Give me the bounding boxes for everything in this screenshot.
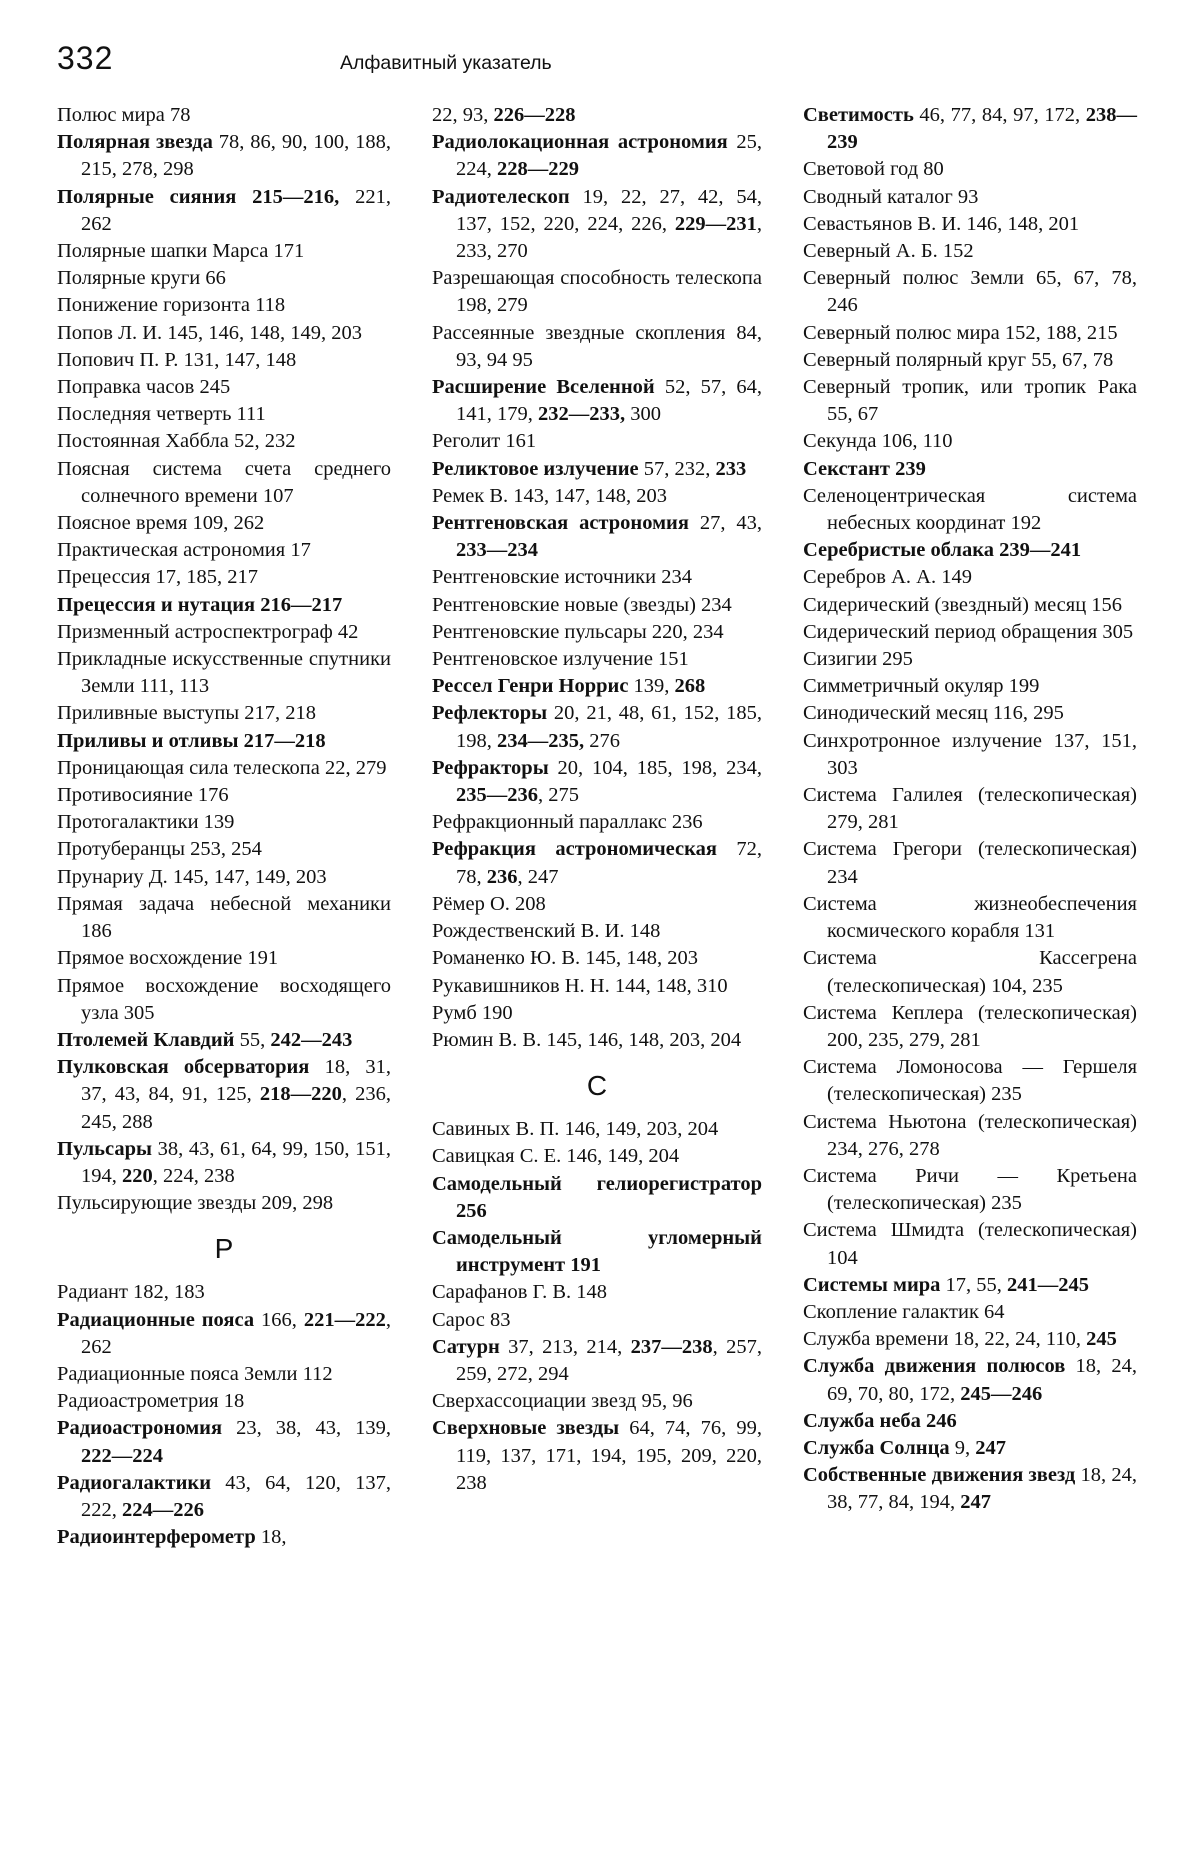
index-text: , 247 (517, 865, 559, 888)
page-number: 332 (57, 40, 114, 76)
index-entry (432, 809, 762, 836)
index-entry (803, 1435, 1137, 1462)
index-text: Система Шмидта (телескопическая) 104 (803, 1219, 1137, 1269)
index-term-bold: Пульсары (57, 1137, 153, 1160)
index-entry (432, 918, 762, 945)
index-entry (803, 673, 1137, 700)
index-text: Северный полярный круг 55, 67, 78 (803, 348, 1114, 371)
index-term-bold: Рефлекторы (432, 702, 548, 725)
index-term-bold: 268 (674, 675, 706, 698)
index-entry (432, 1279, 762, 1306)
index-entry (57, 129, 391, 183)
index-entry (57, 456, 391, 510)
index-text: 300 (625, 403, 661, 426)
index-text: Сверхассоциации звезд 95, 96 (432, 1390, 693, 1413)
index-text: 276 (584, 729, 620, 752)
index-text: Разрешающая способность телескопа 198, 279 (432, 267, 762, 317)
index-term-bold: 233 (715, 457, 747, 480)
index-entry (57, 864, 391, 891)
index-entry (432, 564, 762, 591)
index-entry (57, 945, 391, 972)
index-term-bold: Радиационные пояса (57, 1308, 255, 1331)
index-entry (57, 347, 391, 374)
index-term-bold: Реликтовое излучение (432, 457, 639, 480)
index-text: Синодический месяц 116, 295 (803, 702, 1064, 725)
index-text: Рентгеновское излучение 151 (432, 648, 689, 671)
index-entry (57, 700, 391, 727)
index-entry (803, 646, 1137, 673)
index-text: Рассеянные звездные скопления 84, 93, 94 95 (432, 321, 762, 371)
index-entry (432, 1415, 762, 1497)
index-text: Рождественский В. И. 148 (432, 920, 661, 943)
index-entry (57, 619, 391, 646)
index-entry (803, 320, 1137, 347)
index-entry (432, 265, 762, 319)
index-text: Система Ломоносова — Гершеля (телескопическая) 235 (803, 1056, 1137, 1106)
index-entry (57, 102, 391, 129)
index-term-bold: 247 (975, 1436, 1007, 1459)
index-entry (57, 836, 391, 863)
index-text: Савиных В. П. 146, 149, 203, 204 (432, 1118, 719, 1141)
index-text: Система Ричи — Кретьена (телескопическая) 235 (803, 1164, 1137, 1215)
index-text: Проницающая сила телескопа 22, 279 (57, 756, 387, 779)
index-term-bold: 237—238 (630, 1335, 713, 1358)
index-entry (803, 1462, 1137, 1516)
index-entry (57, 1388, 391, 1415)
index-text: Селеноцентрическая система небесных координат 192 (803, 484, 1137, 535)
index-text: Попович П. Р. 131, 147, 148 (57, 348, 297, 371)
index-entry (432, 1000, 762, 1027)
index-term-bold: Серебристые облака 239—241 (803, 539, 1082, 562)
index-term-bold: Сверхновые звезды (432, 1417, 620, 1440)
index-text: Сарос 83 (432, 1308, 511, 1331)
index-text: 19, 22, 27, 42, 54, 137, 152, 220, 224, 226, (456, 185, 762, 235)
index-text: Поясное время 109, 262 (57, 512, 265, 535)
index-column-3 (803, 102, 1137, 1517)
index-text: Призменный астроспектрограф 42 (57, 620, 359, 643)
index-entry (432, 320, 762, 374)
index-text: 37, 213, 214, (499, 1335, 631, 1358)
index-entry (57, 728, 391, 755)
index-text: 9, (949, 1436, 976, 1459)
index-entry (803, 483, 1137, 537)
index-text: Полярные шапки Марса 171 (57, 240, 305, 263)
index-term-bold: Прецессия и нутация 216—217 (57, 593, 343, 616)
index-term-bold: Полярная звезда (57, 131, 213, 154)
index-entry (432, 483, 762, 510)
index-text: Противосияние 176 (57, 784, 229, 807)
index-entry (803, 1217, 1137, 1271)
index-text: 72, 78, (456, 838, 762, 888)
index-column-1 (57, 102, 391, 1551)
index-text: Прикладные искусственные спутники Земли 111, 113 (57, 648, 391, 698)
index-entry (432, 1307, 762, 1334)
index-text: Прямая задача небесной механики 186 (57, 892, 391, 943)
index-text: 43, 64, 120, 137, 222, (81, 1471, 391, 1521)
section-letter: С (586, 1070, 608, 1102)
index-term-bold: Сатурн (432, 1335, 500, 1358)
index-entry (57, 782, 391, 809)
index-text: 22, 93, (432, 104, 494, 126)
index-entry (803, 1353, 1137, 1407)
index-entry (57, 1415, 391, 1469)
index-text: 27, 43, (688, 512, 763, 535)
index-term-bold: Радиотелескоп (432, 185, 570, 208)
index-entry (432, 1225, 762, 1279)
index-text: Система Кеплера (телескопическая) 200, 235, 279, 281 (803, 1001, 1137, 1051)
index-entry (57, 646, 391, 700)
index-text: Румб 190 (432, 1001, 513, 1024)
index-entry (57, 973, 391, 1027)
index-text: Система Ньютона (телескопическая) 234, 276, 278 (803, 1110, 1137, 1160)
index-text: Прямое восхождение восходящего узла 305 (57, 974, 391, 1024)
index-term-bold: Собственные движения звезд (803, 1464, 1076, 1487)
index-term-bold: Пулковская обсерватория (57, 1056, 310, 1079)
index-entry (803, 1054, 1137, 1108)
index-term-bold: 245—246 (960, 1382, 1043, 1405)
index-text: Система Галилея (телескопическая) 279, 281 (803, 784, 1137, 834)
index-entry (803, 211, 1137, 238)
index-text: Постоянная Хаббла 52, 232 (57, 430, 296, 453)
index-entry (803, 537, 1137, 564)
index-entry (432, 1388, 762, 1415)
index-text: 38, 43, 61, 64, 99, 150, 151, 194, (81, 1137, 391, 1187)
index-term-bold: 233—234 (456, 539, 538, 562)
index-entry (803, 728, 1137, 782)
index-entry (803, 156, 1137, 183)
index-entry (432, 129, 762, 183)
index-entry (803, 1163, 1137, 1217)
index-text: Рукавишников Н. Н. 144, 148, 310 (432, 974, 728, 997)
index-entry (803, 891, 1137, 945)
index-term-bold: Радиоинтерферометр (57, 1526, 256, 1549)
index-term-bold: Рефракция астрономическая (432, 838, 717, 861)
index-entry (57, 374, 391, 401)
index-text: Протуберанцы 253, 254 (57, 838, 262, 861)
index-term-bold: Служба движения полюсов (803, 1355, 1066, 1378)
index-text: Северный тропик, или тропик Рака 55, 67 (803, 376, 1137, 426)
index-entry (57, 428, 391, 455)
index-text: Система жизнеобеспечения космического корабля 131 (803, 892, 1137, 943)
index-term-bold: Птолемей Клавдий (57, 1028, 235, 1051)
index-entry (57, 1470, 391, 1524)
index-entry (432, 673, 762, 700)
index-text: , 262 (81, 1308, 391, 1358)
index-text: Савицкая С. Е. 146, 149, 204 (432, 1145, 680, 1168)
index-text: Система Кассегрена (телескопическая) 104, 235 (803, 947, 1137, 997)
index-text: Романенко Ю. В. 145, 148, 203 (432, 947, 699, 970)
index-text: 46, 77, 84, 97, 172, (913, 104, 1086, 126)
index-text: 166, (254, 1308, 304, 1331)
index-text: Прямое восхождение 191 (57, 947, 279, 970)
index-entry (57, 510, 391, 537)
index-column-2 (432, 102, 762, 1497)
index-text: Симметричный окуляр 199 (803, 675, 1040, 698)
index-text: , 233, 270 (456, 212, 762, 263)
index-entry (432, 1027, 762, 1054)
index-term-bold: Полярные сияния 215—216, (57, 185, 340, 208)
index-entry (57, 1190, 391, 1217)
index-text: Скопление галактик 64 (803, 1300, 1005, 1323)
index-entry (432, 456, 762, 483)
index-entry (803, 265, 1137, 319)
index-entry (57, 265, 391, 292)
index-entry (432, 428, 762, 455)
index-term-bold: Служба Солнца (803, 1436, 950, 1459)
index-entry (57, 184, 391, 238)
index-term-bold: 245 (1086, 1328, 1117, 1351)
index-entry (803, 592, 1137, 619)
index-text: Протогалактики 139 (57, 811, 235, 834)
index-text: Серебров А. А. 149 (803, 566, 972, 589)
index-text: Ремек В. 143, 147, 148, 203 (432, 484, 668, 507)
running-head: Алфавитный указатель (340, 52, 552, 74)
index-text: Полюс мира 78 (57, 104, 191, 126)
index-term-bold: 236 (486, 865, 518, 888)
index-text: Световой год 80 (803, 158, 944, 181)
index-text: Севастьянов В. И. 146, 148, 201 (803, 212, 1080, 235)
index-text: Секунда 106, 110 (803, 430, 953, 453)
index-entry (57, 809, 391, 836)
index-text: Радиоастрометрия 18 (57, 1390, 245, 1413)
index-term-bold: 232—233, (538, 403, 626, 426)
index-entry (432, 646, 762, 673)
index-text: Служба времени 18, 22, 24, 110, (803, 1328, 1087, 1351)
index-entry (803, 1272, 1137, 1299)
index-term-bold: Радиолокационная астрономия (432, 131, 728, 154)
index-text: Северный полюс мира 152, 188, 215 (803, 321, 1118, 344)
index-entry (432, 973, 762, 1000)
index-text: Сидерический период обращения 305 (803, 620, 1134, 643)
index-text: Радиант 182, 183 (57, 1281, 205, 1304)
index-text: 17, 55, (940, 1273, 1008, 1296)
index-text: 139, (628, 675, 675, 698)
index-text: Сводный каталог 93 (803, 185, 979, 208)
index-entry (57, 1279, 391, 1306)
index-text: 52, 57, 64, 141, 179, (456, 376, 762, 426)
index-term-bold: 238—239 (827, 104, 1137, 154)
index-text: Рентгеновские новые (звезды) 234 (432, 593, 732, 616)
index-term-bold: Расширение Вселенной (432, 376, 655, 399)
index-term-bold: 218—220 (259, 1083, 342, 1106)
index-term-bold: 229—231 (674, 212, 757, 235)
index-entry (803, 1109, 1137, 1163)
index-text: Сидерический (звездный) месяц 156 (803, 593, 1123, 616)
index-text: 55, (234, 1028, 271, 1051)
index-entry (432, 374, 762, 428)
index-term-bold: 222—224 (81, 1444, 163, 1467)
index-term-bold: 241—245 (1007, 1273, 1090, 1296)
index-term-bold: 235—236 (456, 784, 538, 807)
index-text: , 236, 245, 288 (81, 1083, 392, 1133)
index-entry (803, 1326, 1137, 1353)
index-entry (57, 755, 391, 782)
index-text: 64, 74, 76, 99, 119, 137, 171, 194, 195, 209, 220, 238 (456, 1417, 762, 1494)
index-text: Радиационные пояса Земли 112 (57, 1362, 333, 1385)
index-text: Синхротронное излучение 137, 151, 303 (803, 729, 1137, 779)
index-text: Пульсирующие звезды 209, 298 (57, 1192, 334, 1215)
index-text: Прецессия 17, 185, 217 (57, 566, 258, 589)
index-text: , 224, 238 (152, 1164, 235, 1187)
index-entry (432, 1171, 762, 1225)
section-letter: Р (214, 1233, 234, 1265)
index-entry (803, 1408, 1137, 1435)
index-entry (432, 510, 762, 564)
index-term-bold: 242—243 (270, 1028, 353, 1051)
index-entry (803, 347, 1137, 374)
index-entry (803, 945, 1137, 999)
index-entry (432, 1116, 762, 1143)
index-entry (432, 619, 762, 646)
index-entry (803, 836, 1137, 890)
index-entry (57, 537, 391, 564)
index-term-bold: Радиоастрономия (57, 1417, 223, 1440)
index-entry (803, 564, 1137, 591)
index-text: Рефракционный параллакс 236 (432, 811, 703, 834)
index-entry (803, 428, 1137, 455)
index-text: Реголит 161 (432, 430, 537, 453)
index-term-bold: 221—222 (303, 1308, 386, 1331)
index-entry (803, 238, 1137, 265)
index-entry (803, 619, 1137, 646)
index-entry (57, 592, 391, 619)
index-text: Сарафанов Г. В. 148 (432, 1281, 607, 1304)
index-text: 18, 24, 38, 77, 84, 194, (827, 1464, 1137, 1514)
index-text: Рёмер О. 208 (432, 892, 546, 915)
index-entry (803, 782, 1137, 836)
index-entry (803, 184, 1137, 211)
index-text: Понижение горизонта 118 (57, 294, 286, 317)
index-entry (57, 891, 391, 945)
index-entry (432, 700, 762, 754)
index-term-bold: Самодельный гелиорегистратор 256 (432, 1172, 762, 1222)
index-text: Прунариу Д. 145, 147, 149, 203 (57, 865, 327, 888)
index-text: Северный полюс Земли 65, 67, 78, 246 (803, 267, 1137, 317)
index-term-bold: Радиогалактики (57, 1471, 212, 1494)
index-term-bold: 234—235, (497, 729, 585, 752)
index-term-bold: Рессел Генри Норрис (432, 675, 629, 698)
index-term-bold: Светимость (803, 104, 914, 126)
index-entry (432, 891, 762, 918)
index-text: 25, 224, (456, 131, 762, 181)
index-entry (57, 238, 391, 265)
index-term-bold: Приливы и отливы 217—218 (57, 729, 326, 752)
index-text: 18, 24, 69, 70, 80, 172, (827, 1355, 1137, 1405)
index-entry (57, 292, 391, 319)
index-entry (57, 320, 391, 347)
index-entry (803, 374, 1137, 428)
index-entry (432, 945, 762, 972)
index-text: Практическая астрономия 17 (57, 539, 311, 562)
index-entry (432, 1334, 762, 1388)
index-term-bold: 224—226 (122, 1498, 204, 1521)
index-text: Последняя четверть 111 (57, 403, 266, 426)
index-entry (57, 1136, 391, 1190)
index-text: Сизигии 295 (803, 648, 913, 671)
index-text: 221, 262 (81, 185, 391, 235)
index-entry (57, 1054, 391, 1136)
index-entry (803, 1000, 1137, 1054)
index-entry (57, 1524, 391, 1551)
index-entry (432, 102, 762, 129)
index-entry (432, 592, 762, 619)
index-entry (57, 564, 391, 591)
index-term-bold: 226—228 (493, 104, 576, 126)
index-term-bold: Рентгеновская астрономия (432, 512, 689, 535)
index-entry (432, 1143, 762, 1170)
index-text: Рентгеновские источники 234 (432, 566, 692, 589)
index-text: 18, 31, 37, 43, 84, 91, 125, (81, 1056, 391, 1106)
index-text: Поясная система счета среднего солнечного времени 107 (57, 457, 391, 507)
index-term-bold: 220 (122, 1164, 153, 1187)
index-entry (57, 1027, 391, 1054)
index-entry (803, 700, 1137, 727)
index-entry (432, 755, 762, 809)
index-text: Полярные круги 66 (57, 267, 226, 290)
index-entry (57, 401, 391, 428)
index-text: 20, 104, 185, 198, 234, (548, 756, 762, 779)
index-term-bold: Рефракторы (432, 756, 549, 779)
index-entry (57, 1361, 391, 1388)
index-text: 18, (255, 1526, 287, 1549)
index-text: Рентгеновские пульсары 220, 234 (432, 620, 724, 643)
index-entry (57, 1307, 391, 1361)
index-text: 78, 86, 90, 100, 188, 215, 278, 298 (81, 131, 392, 181)
index-text: 20, 21, 48, 61, 152, 185, 198, (456, 702, 762, 752)
index-entry (432, 184, 762, 266)
index-term-bold: Системы мира (803, 1273, 941, 1296)
index-text: , 275 (538, 784, 579, 807)
index-term-bold: Служба неба 246 (803, 1409, 957, 1432)
index-entry (803, 456, 1137, 483)
index-text: Северный А. Б. 152 (803, 240, 974, 263)
index-text: Рюмин В. В. 145, 146, 148, 203, 204 (432, 1028, 742, 1051)
index-entry (803, 102, 1137, 156)
index-text: 23, 38, 43, 139, (222, 1417, 391, 1440)
index-text: 57, 232, (638, 457, 716, 480)
index-entry (432, 836, 762, 890)
index-term-bold: Самодельный угломерный инструмент 191 (432, 1226, 762, 1277)
index-text: Поправка часов 245 (57, 376, 231, 399)
index-entry (803, 1299, 1137, 1326)
index-text: Попов Л. И. 145, 146, 148, 149, 203 (57, 321, 363, 344)
index-text: Система Грегори (телескопическая) 234 (803, 838, 1137, 888)
index-term-bold: 228—229 (497, 158, 579, 181)
index-term-bold: 247 (960, 1491, 991, 1514)
index-text: Приливные выступы 217, 218 (57, 702, 316, 725)
index-text: , 257, 259, 272, 294 (456, 1335, 763, 1385)
index-term-bold: Секстант 239 (803, 457, 926, 480)
